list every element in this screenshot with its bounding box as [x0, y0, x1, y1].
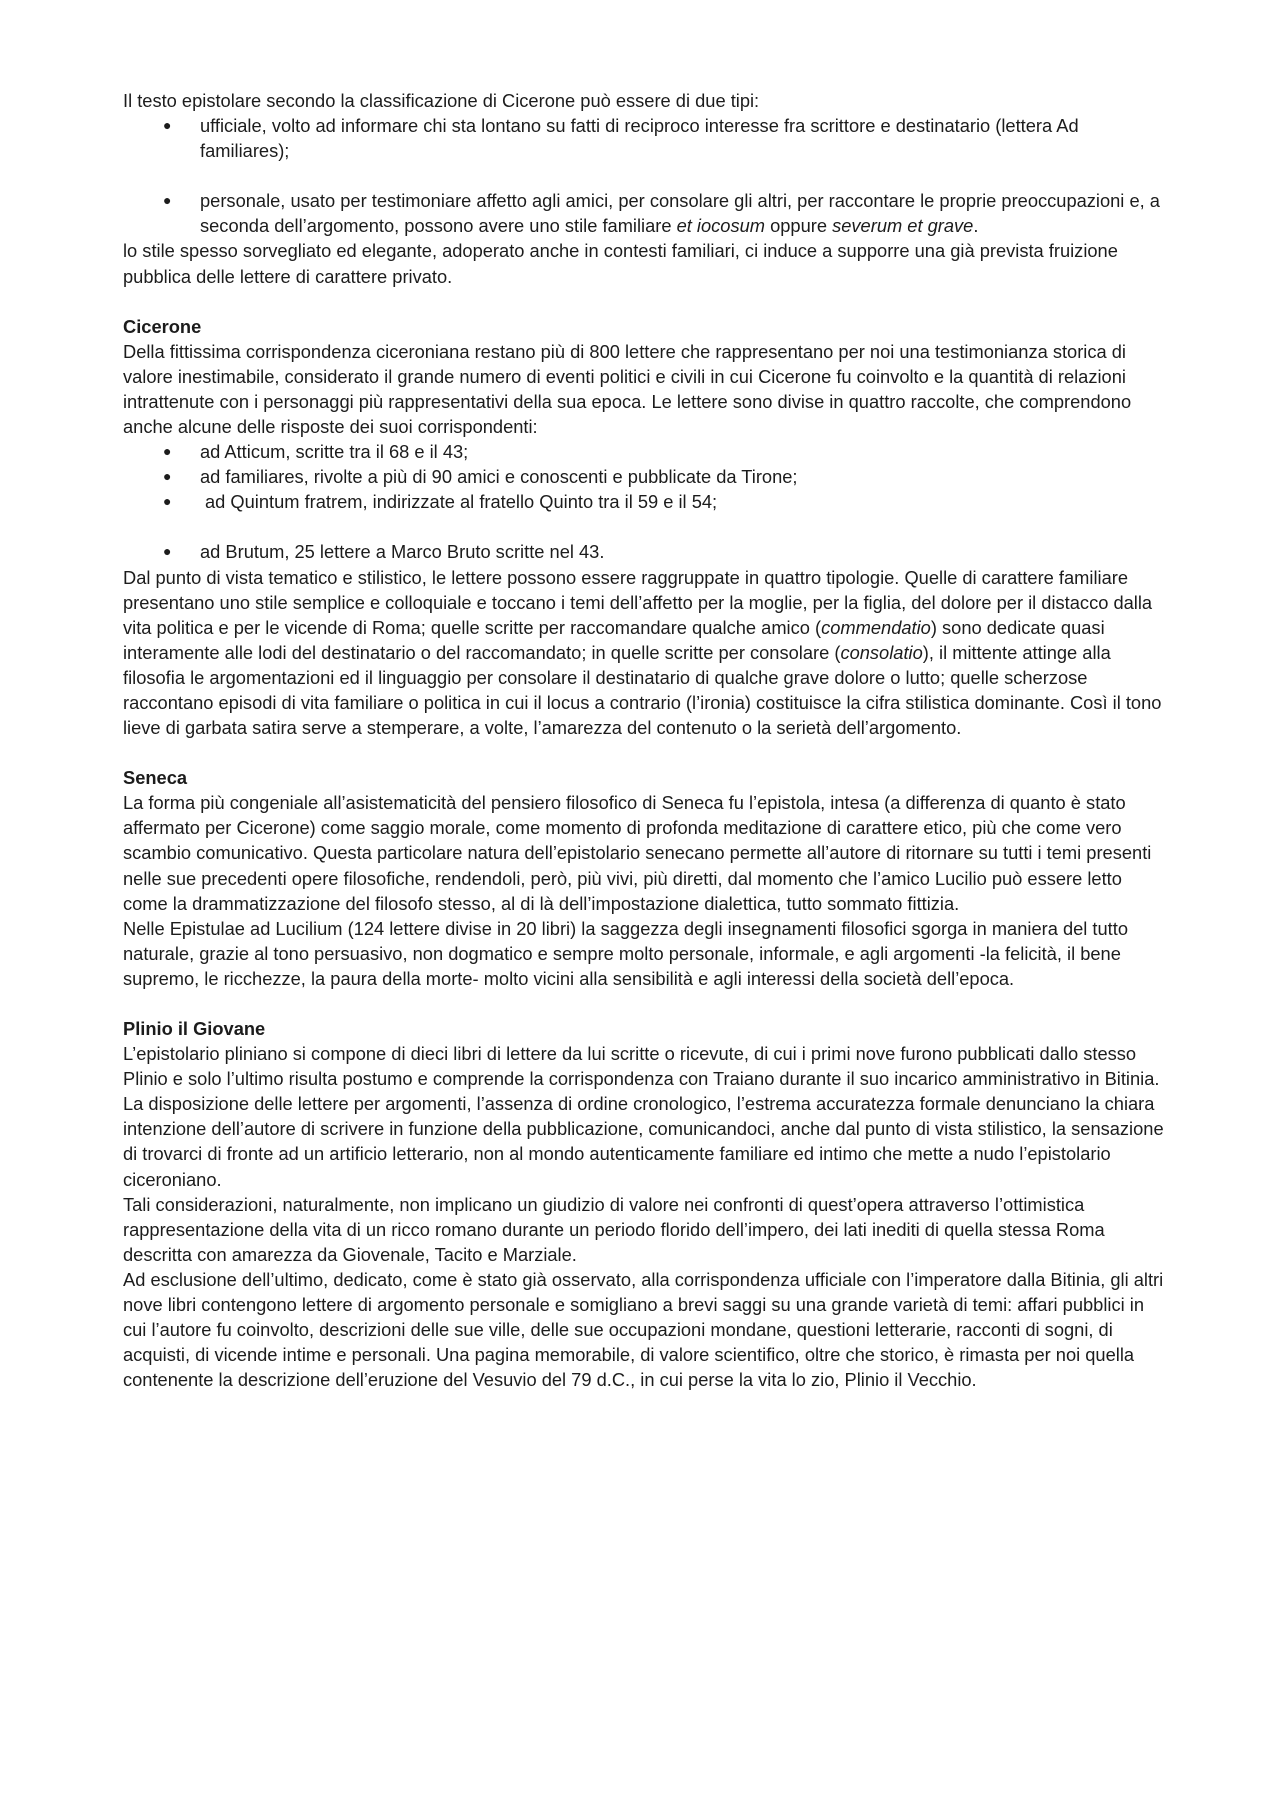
list-item-text: ad Atticum, scritte tra il 68 e il 43; [200, 441, 469, 463]
section-heading-cicerone: Cicerone [123, 315, 202, 337]
list-item-text: personale, usato per testimoniare affetto agli amici, per consolare gli altri, per raccontare le proprie preoccupazioni e, a seconda dell’argomento, possono avere uno stile familiare et iocosum oppure severum et grave. [200, 190, 1160, 237]
plinio-paragraph-2: Tali considerazioni, naturalmente, non implicano un giudizio di valore nei confronti di quest’opera attraverso l’ottimistica rappresentazione della vita di un ricco romano durante un periodo florido dell’impero, dei lati inediti di quella stessa Roma descritta con amarezza da Giovenale, Tacito e Marziale. [123, 1193, 1105, 1265]
document-page [123, 88, 1168, 1392]
list-item-text: ad Quintum fratrem, indirizzate al fratello Quinto tra il 59 e il 54; [205, 491, 718, 513]
list-item-text: ad familiares, rivolte a più di 90 amici e conoscenti e pubblicate da Tirone; [200, 466, 798, 488]
list-item [123, 464, 1168, 489]
bullet-icon: ● [163, 468, 172, 485]
plinio-paragraph-1: L’epistolario pliniano si compone di dieci libri di lettere da lui scritte o ricevute, di cui i primi nove furono pubblicati dallo stesso Plinio e solo l’ultimo risulta postumo e comprende la corrispondenza con Traiano durante il suo incarico amministrativo in Bitinia. La disposizione delle lettere per argomenti, l’assenza di ordine cronologico, l’estrema accuratezza formale denunciano la chiara intenzione dell’autore di scrivere in funzione della pubblicazione, comunicandoci, anche dal punto di vista stilistico, la sensazione di trovarci di fronte ad un artificio letterario, non al mondo autenticamente familiare ed intimo che mette a nudo l’epistolario ciceroniano. [123, 1043, 1164, 1190]
bullet-icon: ● [163, 192, 172, 209]
intro-closing: lo stile spesso sorvegliato ed elegante, adoperato anche in contesti familiari, ci induce a supporre una già prevista fruizione pubblica delle lettere di carattere privato. [123, 240, 1118, 287]
bullet-icon: ● [163, 443, 172, 460]
italic-term-commendatio: commendatio [821, 616, 931, 638]
seneca-paragraph-1: La forma più congeniale all’asistematicità del pensiero filosofico di Seneca fu l’epistola, intesa (a differenza di quanto è stato affermato per Cicerone) come saggio morale, come momento di profonda meditazione di carattere etico, più che come vero scambio comunicativo. Questa particolare natura dell’epistolario senecano permette all’autore di ritornare su tutti i temi presenti nelle sue precedenti opere filosofiche, rendendoli, però, più vivi, più diretti, dal momento che l’amico Lucilio può essere letto come la drammatizzazione del filosofo stesso, al di là dell’impostazione dialettica, tutto sommato fittizia. [123, 792, 1152, 914]
list-item-text: ufficiale, volto ad informare chi sta lontano su fatti di reciproco interesse fra scrittore e destinatario (lettera Ad familiares); [200, 115, 1079, 162]
cicerone-paragraph-2: Dal punto di vista tematico e stilistico, le lettere possono essere raggruppate in quattro tipologie. Quelle di carattere familiare presentano uno stile semplice e colloquiale e toccano i temi dell’affetto per la moglie, per la figlia, del dolore per il distacco dalla vita politica e per le vicende di Roma; quelle scritte per raccomandare qualche amico (commendatio) sono dedicate quasi interamente alle lodi del destinatario o del raccomandato; in quelle scritte per consolare (consolatio), il mittente attinge alla filosofia le argomentazioni ed il linguaggio per consolare il destinatario di qualche grave dolore o lutto; quelle scherzose raccontano episodi di vita familiare o politica in cui il locus a contrario (l’ironia) costituisce la cifra stilistica dominante. Così il tono lieve di garbata satira serve a stemperare, a volte, l’amarezza del contenuto o la serietà dell’argomento. [123, 566, 1162, 739]
list-item [123, 489, 1168, 514]
section-heading-plinio: Plinio il Giovane [123, 1018, 266, 1039]
list-item [123, 539, 1168, 564]
cicerone-paragraph-1: Della fittissima corrispondenza ciceroniana restano più di 800 lettere che rappresentano per noi una testimonianza storica di valore inestimabile, considerato il grande numero di eventi politici e civili in cui Cicerone fu coinvolto e la quantità di relazioni intrattenute con i personaggi più rappresentativi della sua epoca. Le lettere sono divise in quattro raccolte, che comprendono anche alcune delle risposte dei suoi corrispondenti: [123, 340, 1132, 438]
bullet-icon: ● [163, 493, 172, 510]
plinio-paragraph-3: Ad esclusione dell’ultimo, dedicato, come è stato già osservato, alla corrispondenza ufficiale con l’imperatore dalla Bitinia, gli altri nove libri contengono lettere di argomento personale e somigliano a brevi saggi su una grande varietà di temi: affari pubblici in cui l’autore fu coinvolto, descrizioni delle sue ville, delle sue occupazioni mondane, questioni letterarie, racconti di sogni, di acquisti, di vicende intime e personali. Una pagina memorabile, di valore scientifico, oltre che storico, è rimasta per noi quella contenente la descrizione dell’eruzione del Vesuvio del 79 d.C., in cui perse la vita lo zio, Plinio il Vecchio. [123, 1268, 1164, 1391]
intro-bullet-list [123, 113, 1168, 238]
list-item [123, 439, 1168, 464]
seneca-paragraph-2: Nelle Epistulae ad Lucilium (124 lettere divise in 20 libri) la saggezza degli insegnamenti filosofici sgorga in maniera del tutto naturale, grazie al tono persuasivo, non dogmatico e sempre molto personale, informale, e agli argomenti -la felicità, il bene supremo, le ricchezze, la paura della morte- molto vicini alla sensibilità e agli interessi della società dell’epoca. [123, 917, 1128, 989]
bullet-icon: ● [163, 543, 172, 560]
list-item-text: ad Brutum, 25 lettere a Marco Bruto scritte nel 43. [200, 541, 605, 563]
italic-phrase: severum et grave [832, 215, 974, 237]
section-heading-seneca: Seneca [123, 767, 188, 789]
cicerone-bullet-list [123, 439, 1168, 564]
list-item [123, 188, 1168, 238]
italic-term-consolatio: consolatio [840, 641, 923, 663]
bullet-icon: ● [163, 117, 172, 134]
intro-lead: Il testo epistolare secondo la classificazione di Cicerone può essere di due tipi: [123, 90, 760, 111]
italic-phrase: et iocosum [676, 215, 766, 237]
list-item [123, 113, 1168, 163]
